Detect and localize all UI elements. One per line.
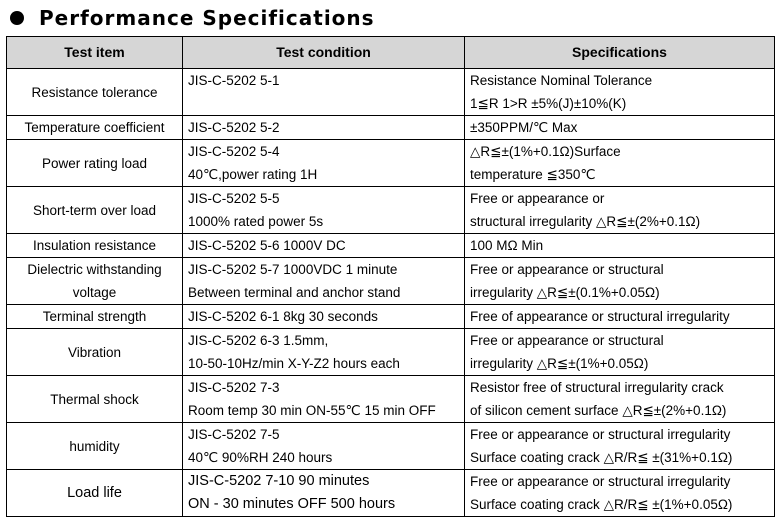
condition-line: JIS-C-5202 7-3 bbox=[188, 380, 280, 395]
specification-cell bbox=[465, 69, 775, 116]
table-row bbox=[7, 187, 775, 234]
specification-cell bbox=[465, 470, 775, 517]
table-row bbox=[7, 329, 775, 376]
test-condition-cell bbox=[183, 140, 465, 187]
test-condition-cell bbox=[183, 234, 465, 258]
spec-line: irregularity △R≦±(0.1%+0.05Ω) bbox=[470, 285, 660, 300]
specification-cell bbox=[465, 116, 775, 140]
table-row bbox=[7, 69, 775, 116]
test-item-cell: Insulation resistance bbox=[7, 234, 183, 258]
spec-line: Surface coating crack △R/R≦ ±(31%+0.1Ω) bbox=[470, 450, 733, 465]
spec-line: Resistance Nominal Tolerance bbox=[470, 73, 653, 88]
spec-table bbox=[6, 36, 775, 517]
test-item-cell: Resistance tolerance bbox=[7, 69, 183, 116]
test-condition-cell bbox=[183, 258, 465, 305]
condition-line: 1000% rated power 5s bbox=[188, 214, 324, 229]
spec-line: of silicon cement surface △R≦±(2%+0.1Ω) bbox=[470, 403, 727, 418]
spec-line: 100 MΩ Min bbox=[470, 238, 544, 253]
spec-line: Free or appearance or bbox=[470, 191, 605, 206]
condition-line bbox=[188, 92, 459, 115]
test-item-cell: Temperature coefficient bbox=[7, 116, 183, 140]
item-line: Dielectric withstanding bbox=[27, 262, 162, 277]
test-condition-cell bbox=[183, 116, 465, 140]
header-specifications: Specifications bbox=[465, 37, 775, 69]
condition-line: Between terminal and anchor stand bbox=[188, 285, 401, 300]
spec-line: structural irregularity △R≦±(2%+0.1Ω) bbox=[470, 214, 701, 229]
spec-line: Surface coating crack △R/R≦ ±(1%+0.05Ω) bbox=[470, 497, 733, 512]
table-row bbox=[7, 140, 775, 187]
table-row bbox=[7, 423, 775, 470]
header-test-item: Test item bbox=[7, 37, 183, 69]
specification-cell bbox=[465, 258, 775, 305]
table-row bbox=[7, 305, 775, 329]
test-item-cell: Load life bbox=[7, 470, 183, 517]
condition-line: JIS-C-5202 5-5 bbox=[188, 191, 280, 206]
test-condition-cell bbox=[183, 423, 465, 470]
specification-cell bbox=[465, 305, 775, 329]
test-condition-cell bbox=[183, 376, 465, 423]
test-item-cell bbox=[7, 258, 183, 305]
page-title: Performance Specifications bbox=[39, 6, 375, 30]
spec-line: △R≦±(1%+0.1Ω)Surface bbox=[470, 144, 621, 159]
specification-cell bbox=[465, 140, 775, 187]
condition-line: 40℃,power rating 1H bbox=[188, 167, 318, 182]
condition-line: ON - 30 minutes OFF 500 hours bbox=[188, 496, 396, 512]
test-item-cell: Power rating load bbox=[7, 140, 183, 187]
specification-cell bbox=[465, 423, 775, 470]
item-line: voltage bbox=[72, 285, 117, 300]
spec-line: Free or appearance or structural bbox=[470, 333, 664, 348]
bullet-icon bbox=[10, 11, 24, 25]
spec-line: ±350PPM/℃ Max bbox=[470, 120, 578, 135]
spec-line: 1≦R 1>R ±5%(J)±10%(K) bbox=[470, 96, 627, 111]
condition-line: JIS-C-5202 5-1 bbox=[188, 73, 280, 88]
spec-line: Free or appearance or structural irregularity bbox=[470, 474, 731, 489]
condition-line: JIS-C-5202 6-1 8kg 30 seconds bbox=[188, 309, 378, 324]
table-row bbox=[7, 470, 775, 517]
spec-line: irregularity △R≦±(1%+0.05Ω) bbox=[470, 356, 649, 371]
condition-line: Room temp 30 min ON-55℃ 15 min OFF bbox=[188, 403, 436, 418]
test-item-cell: Vibration bbox=[7, 329, 183, 376]
condition-line: 10-50-10Hz/min X-Y-Z2 hours each bbox=[188, 356, 400, 371]
condition-line: JIS-C-5202 7-10 90 minutes bbox=[188, 473, 370, 489]
spec-line: temperature ≦350℃ bbox=[470, 167, 596, 182]
spec-line: Free or appearance or structural irregularity bbox=[470, 427, 731, 442]
title-row bbox=[6, 3, 375, 33]
spec-line: Free or appearance or structural bbox=[470, 262, 664, 277]
condition-line: 40℃ 90%RH 240 hours bbox=[188, 450, 333, 465]
header-row bbox=[7, 37, 775, 69]
test-item-cell: Terminal strength bbox=[7, 305, 183, 329]
spec-line: Resistor free of structural irregularity crack bbox=[470, 380, 724, 395]
table-row bbox=[7, 234, 775, 258]
condition-line: JIS-C-5202 7-5 bbox=[188, 427, 280, 442]
table-row bbox=[7, 116, 775, 140]
header-test-condition: Test condition bbox=[183, 37, 465, 69]
test-condition-cell bbox=[183, 329, 465, 376]
specification-cell bbox=[465, 329, 775, 376]
test-condition-cell bbox=[183, 69, 465, 116]
test-condition-cell bbox=[183, 187, 465, 234]
condition-line: JIS-C-5202 6-3 1.5mm, bbox=[188, 333, 329, 348]
spec-line: Free of appearance or structural irregularity bbox=[470, 309, 730, 324]
test-condition-cell bbox=[183, 305, 465, 329]
condition-line: JIS-C-5202 5-6 1000V DC bbox=[188, 238, 346, 253]
specification-cell bbox=[465, 187, 775, 234]
condition-line: JIS-C-5202 5-2 bbox=[188, 120, 280, 135]
specification-cell bbox=[465, 234, 775, 258]
condition-line: JIS-C-5202 5-7 1000VDC 1 minute bbox=[188, 262, 398, 277]
test-condition-cell bbox=[183, 470, 465, 517]
table-row bbox=[7, 376, 775, 423]
test-item-cell: Thermal shock bbox=[7, 376, 183, 423]
test-item-cell: Short-term over load bbox=[7, 187, 183, 234]
table-row bbox=[7, 258, 775, 305]
specification-cell bbox=[465, 376, 775, 423]
condition-line: JIS-C-5202 5-4 bbox=[188, 144, 280, 159]
test-item-cell: humidity bbox=[7, 423, 183, 470]
